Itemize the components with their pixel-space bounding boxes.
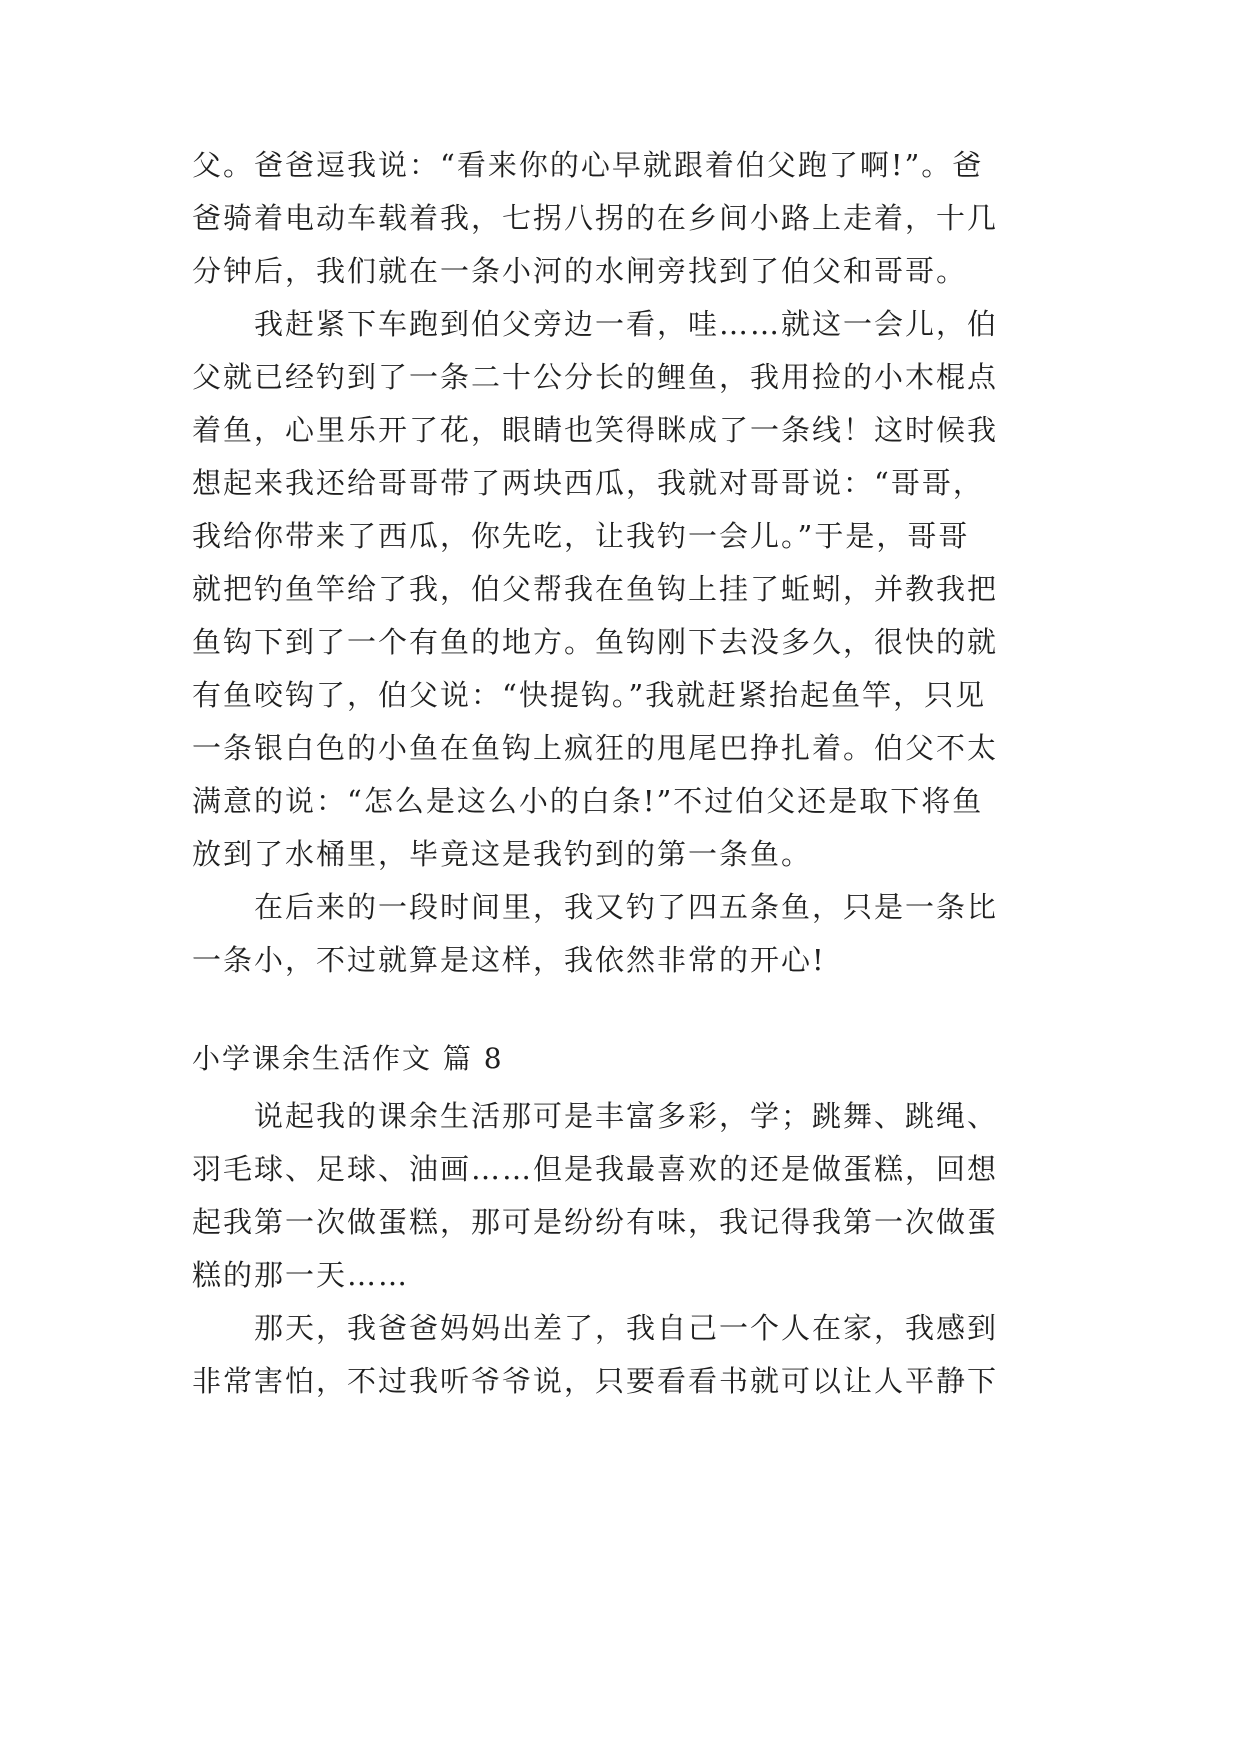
text-line: 我给你带来了西瓜，你先吃，让我钓一会儿。”于是，哥哥 [192,519,970,553]
text-line: 有鱼咬钩了，伯父说：“快提钩。”我就赶紧抬起鱼竿，只见 [192,678,987,712]
text-line: 一条银白色的小鱼在鱼钩上疯狂的甩尾巴挣扎着。伯父不太 [192,731,999,765]
text-line: 分钟后，我们就在一条小河的水闸旁找到了伯父和哥哥。 [192,254,968,288]
text-line: 放到了水桶里，毕竟这是我钓到的第一条鱼。 [192,837,813,871]
text-line: 想起来我还给哥哥带了两块西瓜，我就对哥哥说：“哥哥， [192,466,984,500]
text-line: 父就已经钓到了一条二十公分长的鲤鱼，我用捡的小木棍点 [192,360,999,394]
text-line: 就把钓鱼竿给了我，伯父帮我在鱼钩上挂了蚯蚓，并教我把 [192,572,999,606]
text-line: 非常害怕，不过我听爷爷说，只要看看书就可以让人平静下 [192,1364,999,1398]
text-line: 爸骑着电动车载着我，七拐八拐的在乡间小路上走着，十几 [192,201,999,235]
text-line: 鱼钩下到了一个有鱼的地方。鱼钩刚下去没多久，很快的就 [192,625,999,659]
text-line: 满意的说：“怎么是这么小的白条!”不过伯父还是取下将鱼 [192,784,984,818]
section-heading: 小学课余生活作文 篇 8 [192,1042,504,1075]
text-line: 一条小，不过就算是这样，我依然非常的开心! [192,943,826,977]
text-line: 羽毛球、足球、油画……但是我最喜欢的还是做蛋糕，回想 [192,1152,999,1186]
text-line: 着鱼，心里乐开了花，眼睛也笑得眯成了一条线！这时候我 [192,413,999,447]
text-line: 那天，我爸爸妈妈出差了，我自己一个人在家，我感到 [192,1311,999,1345]
text-line: 父。爸爸逗我说：“看来你的心早就跟着伯父跑了啊!”。爸 [192,148,984,182]
text-line: 糕的那一天…… [192,1258,410,1292]
text-line: 在后来的一段时间里，我又钓了四五条鱼，只是一条比 [192,890,999,924]
text-line: 我赶紧下车跑到伯父旁边一看，哇……就这一会儿，伯 [192,307,999,341]
text-line: 说起我的课余生活那可是丰富多彩，学；跳舞、跳绳、 [192,1099,999,1133]
text-line: 起我第一次做蛋糕，那可是纷纷有味，我记得我第一次做蛋 [192,1205,999,1239]
